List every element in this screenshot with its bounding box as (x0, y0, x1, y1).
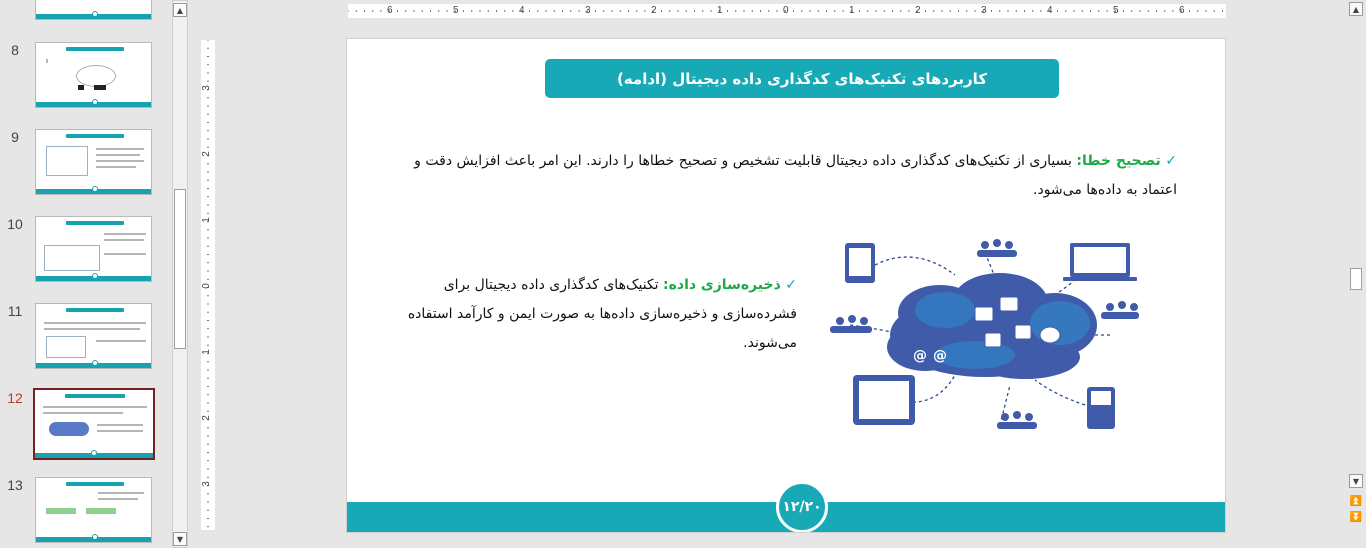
slide-number: 11 (7, 303, 23, 319)
ruler-label: 5 (1113, 5, 1119, 16)
slide-thumbnail[interactable] (35, 216, 152, 282)
thumbnail-row[interactable] (0, 216, 172, 294)
scroll-up-button[interactable]: ▲ (1349, 2, 1363, 16)
scroll-down-button[interactable]: ▼ (1349, 474, 1363, 488)
ruler-label: 3 (981, 5, 987, 16)
slide-thumbnail[interactable] (35, 477, 152, 543)
scrollbar-thumb[interactable] (1350, 268, 1362, 290)
previous-slide-icon[interactable]: ⏫ (1349, 495, 1363, 507)
ruler-label: 1 (200, 217, 212, 223)
scroll-down-button[interactable]: ▼ (173, 532, 187, 546)
ruler-label: 6 (387, 5, 393, 16)
next-slide-icon[interactable]: ⏬ (1349, 511, 1363, 523)
slide-thumbnail[interactable] (35, 42, 152, 108)
ruler-label: 3 (585, 5, 591, 16)
page-number-badge (776, 481, 828, 533)
thumbnail-row-active[interactable] (0, 390, 172, 468)
ruler-label: 0 (783, 5, 789, 16)
ruler-label: 4 (1047, 5, 1053, 16)
ruler-label: 6 (1179, 5, 1185, 16)
slide-thumbnail-selected[interactable] (33, 388, 155, 460)
page-number: ۱۲/۲۰ (782, 499, 822, 515)
ruler-label: 1 (200, 349, 212, 355)
checkmark-icon: ✓ (1165, 153, 1177, 169)
bullet-error-correction[interactable] (387, 147, 1177, 205)
bullet-keyword: ذخیره‌سازی داده: (663, 277, 781, 293)
slide-thumbnail[interactable] (35, 129, 152, 195)
ruler-label: 2 (200, 151, 212, 157)
slide-thumbnail[interactable] (35, 303, 152, 369)
slide-number: 13 (7, 477, 23, 493)
slide-thumbnail-panel (0, 0, 172, 548)
ruler-label: 3 (200, 85, 212, 91)
thumbnail-row[interactable] (0, 42, 172, 120)
thumbnail-row[interactable] (0, 477, 172, 548)
ruler-label: 3 (200, 481, 212, 487)
ruler-label: 2 (200, 415, 212, 421)
slide-number: 8 (11, 42, 19, 58)
thumbnail-scrollbar[interactable] (172, 0, 188, 548)
checkmark-icon: ✓ (785, 277, 797, 293)
ruler-label: 2 (915, 5, 921, 16)
vertical-ruler (201, 40, 215, 530)
bullet-text: بسیاری از تکنیک‌های کدگذاری داده دیجیتال قابلیت تشخیص و تصحیح خطاها را دارند. این امر باعث افزایش دقت و اعتماد به داده‌ها می‌شود. (414, 153, 1177, 198)
svg-text:@: @ (913, 348, 927, 364)
slide-thumbnail[interactable] (35, 0, 152, 20)
cloud-network-icon[interactable] (825, 235, 1141, 435)
thumbnail-row[interactable] (0, 129, 172, 207)
ruler-label: 0 (200, 283, 212, 289)
ruler-label: 1 (849, 5, 855, 16)
horizontal-ruler (348, 4, 1226, 18)
ruler-label: 5 (453, 5, 459, 16)
bullet-data-storage[interactable] (387, 271, 797, 358)
bullet-text: تکنیک‌های کدگذاری داده دیجیتال برای فشرده‌سازی و ذخیره‌سازی داده‌ها به صورت ایمن و کارآمد استفاده می‌شوند. (407, 277, 797, 351)
editor-scrollbar[interactable] (1348, 0, 1366, 548)
ruler-label: 2 (651, 5, 657, 16)
slide-canvas[interactable] (346, 38, 1226, 533)
slide-title-box[interactable] (545, 59, 1059, 98)
scrollbar-thumb[interactable] (174, 189, 186, 349)
slide-number: 12 (7, 390, 23, 406)
ruler-label: 1 (717, 5, 723, 16)
scroll-up-button[interactable]: ▲ (173, 3, 187, 17)
ruler-label: 4 (519, 5, 525, 16)
thumbnail-row[interactable] (0, 303, 172, 381)
slide-number: 9 (11, 129, 19, 145)
slide-title: کاربردهای تکنیک‌های کدگذاری داده دیجیتال (ادامه) (616, 69, 988, 88)
svg-text:@: @ (933, 348, 947, 364)
thumbnail-row[interactable] (0, 0, 172, 32)
slide-number: 10 (7, 216, 23, 232)
bullet-keyword: تصحیح خطا: (1076, 153, 1161, 169)
